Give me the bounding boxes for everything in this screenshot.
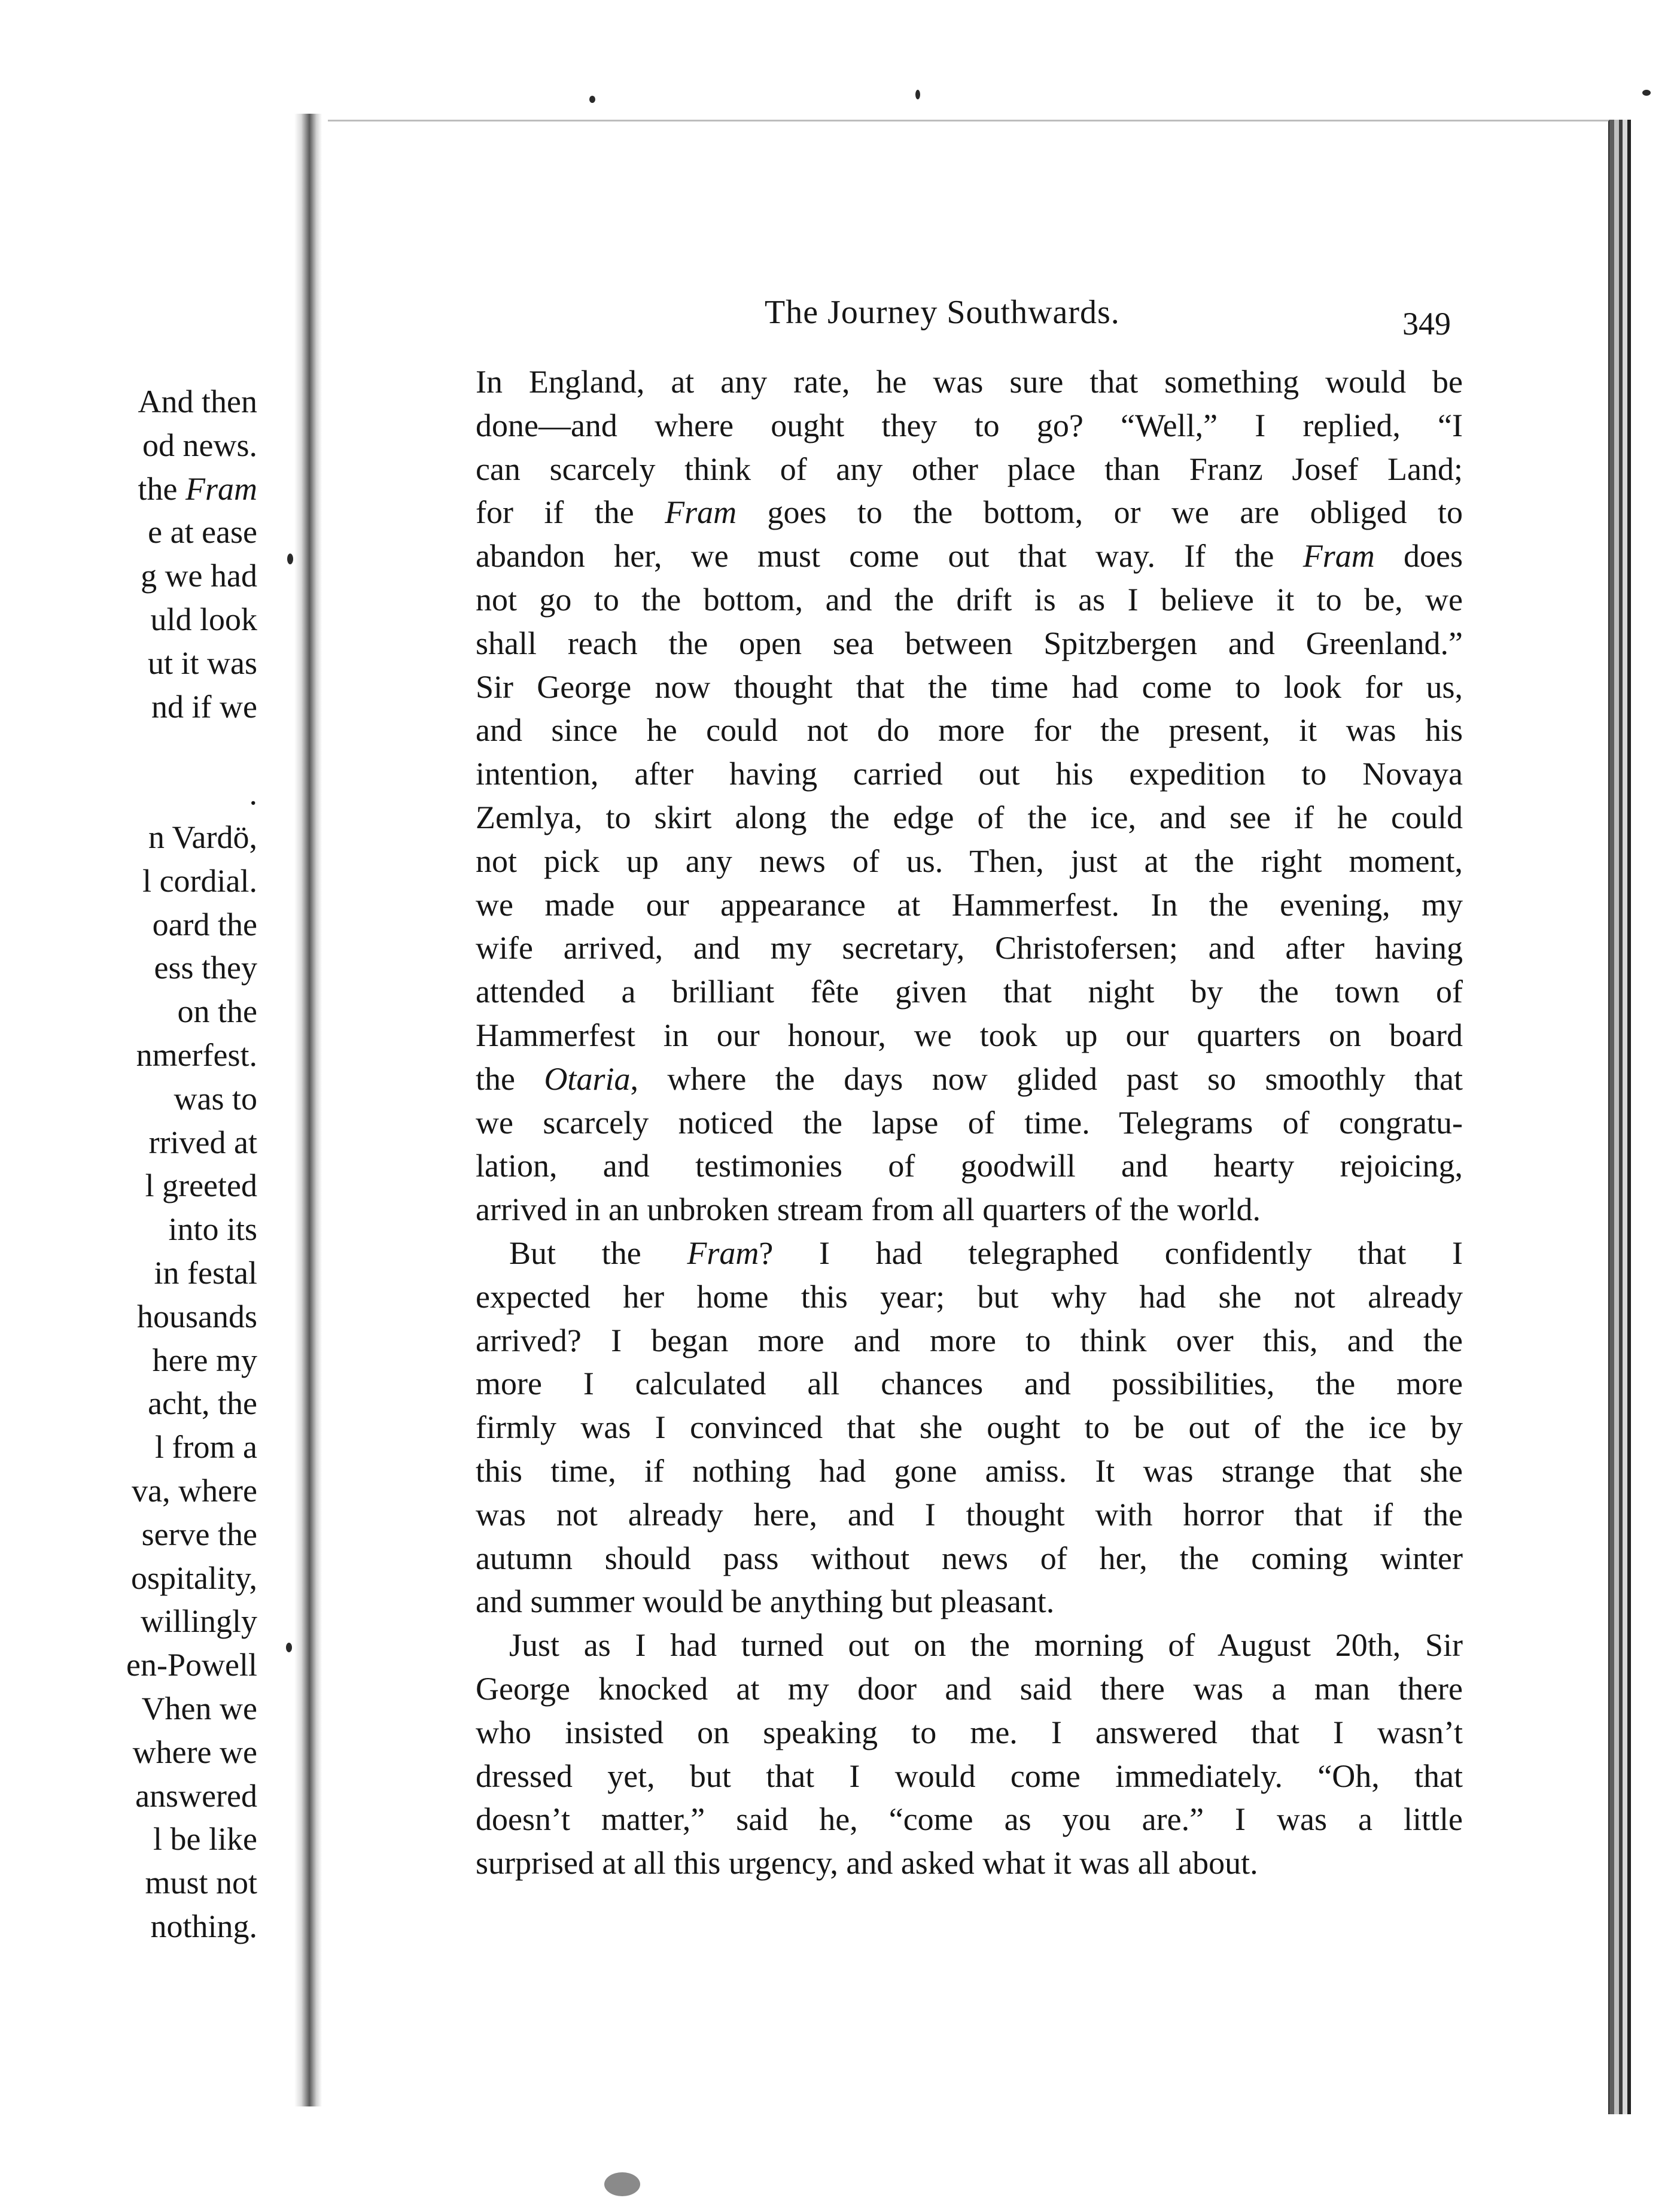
facing-page-text: [0, 380, 257, 1948]
facing-page-line: willingly: [140, 1603, 257, 1640]
text-line: firmly was I convinced that she ought to be out of the ice by: [476, 1409, 1463, 1446]
facing-page-line: l from a: [155, 1429, 257, 1466]
page-body-text: [476, 360, 1463, 1885]
facing-page-line: serve the: [141, 1516, 257, 1552]
text-line: for if the Fram goes to the bottom, or we are obliged to: [476, 494, 1463, 531]
paper-speck: [286, 1643, 292, 1652]
facing-page-line: the Fram: [138, 470, 257, 507]
facing-page-line: ut it was: [148, 645, 257, 681]
facing-page-line: nmerfest.: [136, 1036, 257, 1073]
facing-page-line: Vhen we: [141, 1690, 257, 1726]
text-line: intention, after having carried out his expedition to Novaya: [476, 756, 1463, 792]
facing-page-line: nothing.: [150, 1908, 257, 1944]
text-line: done—and where ought they to go? “Well,” I replied, “I: [476, 407, 1463, 443]
facing-page-line: oard the: [152, 906, 257, 943]
facing-page-line: ospitality,: [131, 1560, 257, 1596]
facing-page-line: nd if we: [151, 688, 257, 725]
facing-page-line: n Vardö,: [148, 819, 257, 855]
text-line: abandon her, we must come out that way. If the Fram does: [476, 538, 1463, 574]
facing-page-line: g we had: [141, 558, 257, 594]
facing-page-line: acht, the: [148, 1385, 257, 1422]
running-head: The Journey Southwards.: [765, 294, 1120, 331]
paper-speck: [1642, 90, 1651, 96]
text-line: and summer would be anything but pleasant.: [476, 1583, 1055, 1620]
facing-page-line: od news.: [142, 427, 257, 463]
text-line: George knocked at my door and said there was a man there: [476, 1670, 1463, 1707]
facing-page-line: in festal: [154, 1254, 257, 1291]
text-line: who insisted on speaking to me. I answered that I wasn’t: [476, 1714, 1463, 1750]
facing-page-line: [0, 728, 257, 772]
text-line: dressed yet, but that I would come immediately. “Oh, that: [476, 1758, 1463, 1794]
facing-page-line: ess they: [154, 950, 257, 986]
facing-page-line: rrived at: [148, 1124, 257, 1160]
text-line: not go to the bottom, and the drift is as I believe it to be, we: [476, 581, 1463, 618]
text-line: attended a brilliant fête given that night by the town of: [476, 974, 1463, 1010]
page-number: 349: [1402, 306, 1451, 342]
facing-page-line: answered: [135, 1777, 257, 1814]
facing-page-line: l cordial.: [142, 862, 257, 899]
book-gutter: [294, 114, 322, 2106]
text-line: can scarcely think of any other place than Franz Josef Land;: [476, 451, 1463, 487]
facing-page-line: housands: [137, 1298, 257, 1334]
text-line: we made our appearance at Hammerfest. In the evening, my: [476, 886, 1463, 923]
text-line: wife arrived, and my secretary, Christofersen; and after having: [476, 930, 1463, 966]
facing-page-line: where we: [132, 1734, 257, 1770]
facing-page-line: va, where: [132, 1472, 257, 1509]
facing-page-line: l be like: [153, 1821, 257, 1858]
facing-page-line: must not: [145, 1865, 257, 1901]
facing-page-line: en-Powell: [126, 1647, 257, 1683]
text-line: arrived? I began more and more to think over this, and the: [476, 1322, 1463, 1358]
text-line: we scarcely noticed the lapse of time. Telegrams of congratu-: [476, 1104, 1463, 1141]
text-line: But the Fram? I had telegraphed confidently that I: [509, 1235, 1463, 1271]
facing-page-line: l greeted: [145, 1168, 257, 1204]
text-line: doesn’t matter,” said he, “come as you are.” I was a little: [476, 1801, 1463, 1838]
text-line: and since he could not do more for the present, it was his: [476, 712, 1463, 749]
paper-speck: [604, 2172, 640, 2196]
facing-page: [0, 90, 294, 2112]
paper-speck: [915, 90, 920, 99]
text-line: not pick up any news of us. Then, just at the right moment,: [476, 843, 1463, 879]
facing-page-line: into its: [168, 1211, 257, 1248]
paper-speck: [589, 96, 595, 103]
facing-page-line: .: [249, 776, 257, 812]
paper-speck: [287, 554, 293, 564]
facing-page-line: on the: [177, 993, 257, 1030]
text-line: In England, at any rate, he was sure that something would be: [476, 364, 1463, 400]
facing-page-line: uld look: [150, 601, 257, 637]
facing-page-line: here my: [152, 1342, 257, 1378]
text-line: this time, if nothing had gone amiss. It was strange that she: [476, 1452, 1463, 1489]
facing-page-line: e at ease: [148, 514, 257, 551]
facing-page-line: And then: [138, 384, 257, 419]
text-line: Zemlya, to skirt along the edge of the ice, and see if he could: [476, 799, 1463, 835]
text-line: expected her home this year; but why had she not already: [476, 1278, 1463, 1315]
text-line: Hammerfest in our honour, we took up our quarters on board: [476, 1017, 1463, 1053]
text-line: arrived in an unbroken stream from all quarters of the world.: [476, 1191, 1261, 1228]
text-line: surprised at all this urgency, and asked what it was all about.: [476, 1845, 1258, 1881]
text-line: Just as I had turned out on the morning of August 20th, Sir: [509, 1627, 1463, 1664]
text-line: lation, and testimonies of goodwill and hearty rejoicing,: [476, 1148, 1463, 1184]
text-line: autumn should pass without news of her, the coming winter: [476, 1540, 1463, 1576]
text-line: Sir George now thought that the time had come to look for us,: [476, 668, 1463, 705]
text-line: more I calculated all chances and possibilities, the more: [476, 1366, 1463, 1402]
text-line: shall reach the open sea between Spitzbergen and Greenland.”: [476, 625, 1463, 661]
text-line: the Otaria, where the days now glided past so smoothly that: [476, 1060, 1463, 1097]
text-line: was not already here, and I thought with horror that if the: [476, 1496, 1463, 1533]
facing-page-line: was to: [174, 1080, 257, 1117]
